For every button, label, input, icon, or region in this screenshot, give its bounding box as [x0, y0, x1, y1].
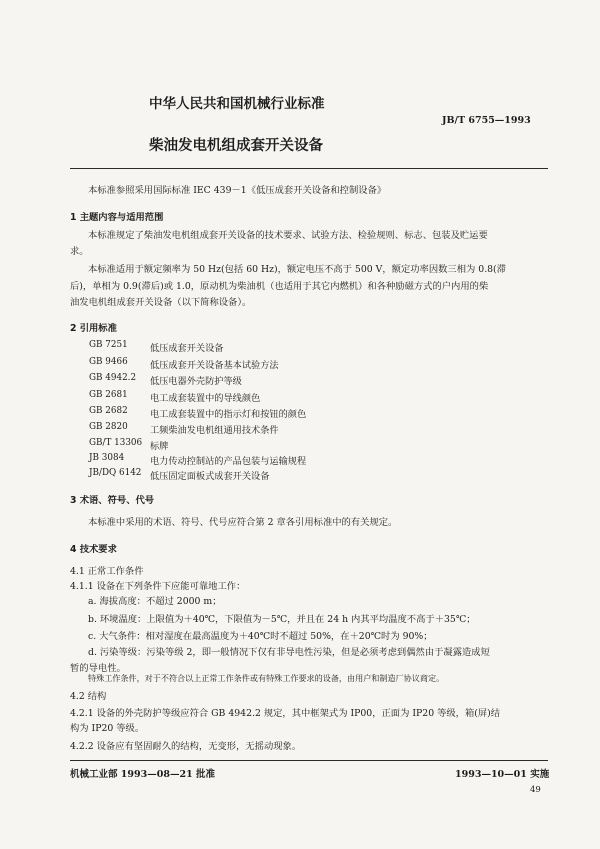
clause-4-2-2: 4.2.2 设备应有坚固耐久的结构，无变形，无摇动现象。	[70, 741, 302, 752]
header-rule	[70, 168, 548, 169]
approval-date: 机械工业部 1993—08—21 批准	[70, 769, 215, 780]
text-line: 后)，单相为 0.9(滞后)或 1.0，原动机为柴油机（也适用于其它内燃机）和各种励磁方式的户内用的柴	[70, 281, 489, 292]
text-line: 本标准适用于额定频率为 50 Hz(包括 60 Hz)，额定电压不高于 500 V，额定功率因数三相为 0.8(滞	[88, 264, 506, 275]
section-3-para: 本标准中采用的术语、符号、代号应符合第 2 章各引用标准中的有关规定。	[88, 517, 398, 528]
reference-title: 电力传动控制站的产品包装与运输规程	[150, 456, 307, 467]
implementation-date: 1993—10—01 实施	[455, 769, 550, 780]
text-line: 求。	[70, 246, 89, 257]
note-special-conditions: 特殊工作条件，对于不符合以上正常工作条件或有特殊工作要求的设备，由用户和制造厂协议商定。	[88, 673, 445, 683]
document-title: 柴油发电机组成套开关设备	[149, 138, 323, 154]
reference-title: 低压固定面板式成套开关设备	[150, 471, 270, 482]
clause-4-2-heading: 4.2 结构	[70, 691, 107, 702]
issuing-org: 中华人民共和国机械行业标准	[149, 96, 325, 112]
reference-title: 工频柴油发电机组通用技术条件	[150, 425, 279, 436]
text-line: 油发电机组成套开关设备（以下简称设备）。	[70, 296, 252, 308]
reference-title: 标牌	[150, 441, 169, 452]
item-b: b. 环境温度：上限值为＋40℃，下限值为－5℃，并且在 24 h 内其平均温度不高于＋35℃；	[88, 614, 476, 625]
section-1-para-2	[88, 262, 506, 278]
page-number: 49	[530, 785, 541, 795]
reference-code: GB 2681	[89, 390, 128, 400]
item-c: c. 大气条件：相对湿度在最高温度为＋40℃时不超过 50%，在＋20℃时为 90%；	[88, 631, 433, 642]
reference-code: GB 4942.2	[89, 373, 137, 383]
reference-code: JB/DQ 6142	[89, 468, 142, 478]
section-4-heading: 4 技术要求	[70, 544, 117, 555]
section-2-heading: 2 引用标准	[70, 323, 117, 334]
reference-title: 电工成套装置中的指示灯和按钮的颜色	[150, 409, 307, 420]
section-1-para-1-cont	[70, 244, 89, 260]
reference-code: GB/T 13306	[89, 438, 143, 448]
section-1-para-2-cont	[70, 279, 488, 310]
reference-code: JB 3084	[89, 453, 125, 463]
footer-rule	[70, 760, 548, 761]
clause-4-2-1-cont: 构为 IP20 等级。	[70, 723, 145, 734]
item-a: a. 海拔高度：不超过 2000 m；	[88, 596, 222, 607]
section-1-para-1	[88, 228, 488, 244]
reference-code: GB 9466	[89, 357, 128, 367]
clause-4-1-1: 4.1.1 设备在下列条件下应能可靠地工作：	[70, 581, 246, 592]
clause-4-2-1: 4.2.1 设备的外壳防护等级应符合 GB 4942.2 规定，其中框架式为 IP00，正面为 IP20 等级，箱(屏)结	[70, 708, 501, 719]
reference-code: GB 2682	[89, 406, 128, 416]
reference-code: GB 2820	[89, 422, 128, 432]
clause-4-1-heading: 4.1 正常工作条件	[70, 566, 144, 577]
section-3-heading: 3 术语、符号、代号	[70, 495, 155, 506]
reference-title: 低压电器外壳防护等级	[150, 376, 242, 387]
reference-title: 低压成套开关设备基本试验方法	[150, 360, 279, 371]
section-1-heading: 1 主题内容与适用范围	[70, 212, 164, 223]
item-d-cont: 暂的导电性。	[70, 663, 126, 674]
text-line: 本标准规定了柴油发电机组成套开关设备的技术要求、试验方法、检验规则、标志、包装及贮运要	[88, 230, 488, 241]
reference-title: 电工成套装置中的导线颜色	[150, 393, 261, 404]
reference-code: GB 7251	[89, 340, 128, 350]
standard-code: JB/T 6755—1993	[442, 115, 531, 126]
reference-title: 低压成套开关设备	[150, 343, 224, 354]
intro-text: 本标准参照采用国际标准 IEC 439－1《低压成套开关设备和控制设备》	[88, 185, 387, 196]
item-d: d. 污染等级：污染等级 2，即一般情况下仅有非导电性污染，但是必须考虑到偶然由于凝露造成短	[88, 647, 490, 658]
